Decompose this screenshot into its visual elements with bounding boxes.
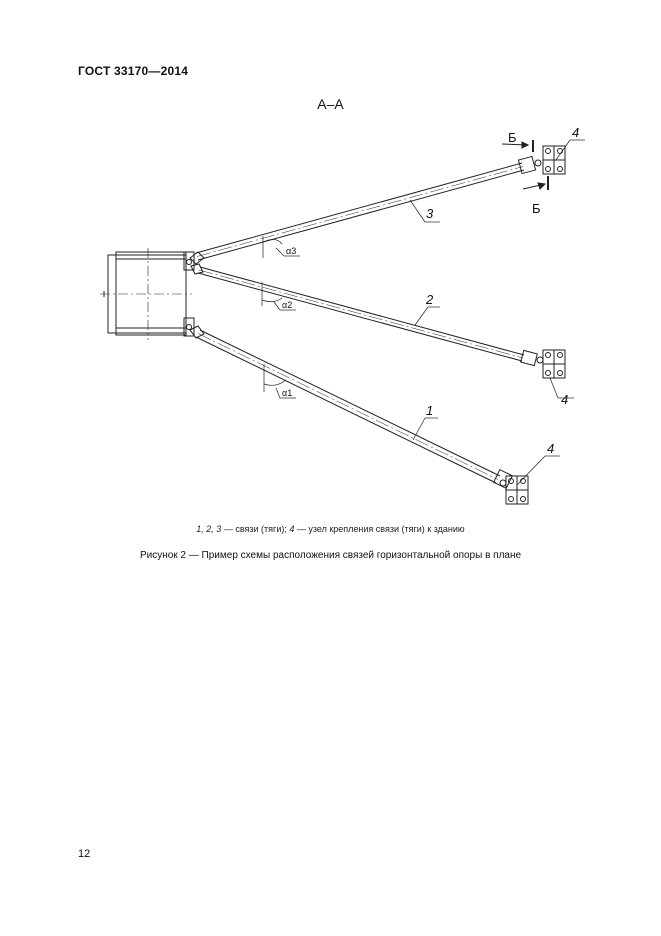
cut-mark-bottom: Б — [532, 201, 541, 216]
link-3 — [190, 156, 541, 264]
callout-link-2: 2 — [426, 292, 434, 307]
node-4-top — [502, 140, 565, 190]
callout-link-3: 3 — [426, 206, 434, 221]
node-4-bottom — [506, 476, 528, 504]
link-2 — [191, 264, 543, 366]
figure-caption: Рисунок 2 — Пример схемы расположения связей горизонтальной опоры в плане — [139, 550, 522, 561]
callout-node-mid: 4 — [561, 392, 569, 407]
legend-nums-123: 1, 2, 3 — [196, 524, 222, 534]
node-4-middle — [543, 350, 565, 378]
link-1 — [190, 326, 512, 488]
angle-label-a3: α3 — [286, 246, 297, 256]
callout-link-1: 1 — [426, 403, 434, 418]
angle-label-a1: α1 — [282, 388, 293, 398]
legend-text-123: — связи (тяги); — [221, 524, 290, 534]
support-column — [100, 248, 194, 340]
figure-legend — [0, 524, 661, 534]
page-number: 12 — [78, 848, 91, 860]
standard-header: ГОСТ 33170—2014 — [78, 64, 189, 78]
legend-num-4: 4 — [289, 524, 295, 534]
cut-mark-top: Б — [508, 130, 517, 145]
callout-node-bottom: 4 — [547, 441, 555, 456]
callout-leaders — [410, 140, 585, 485]
section-label: А–А — [317, 96, 344, 112]
legend-text-4: — узел крепления связи (тяги) к зданию — [294, 524, 465, 534]
callout-node-top: 4 — [572, 125, 580, 140]
angle-label-a2: α2 — [282, 300, 293, 310]
